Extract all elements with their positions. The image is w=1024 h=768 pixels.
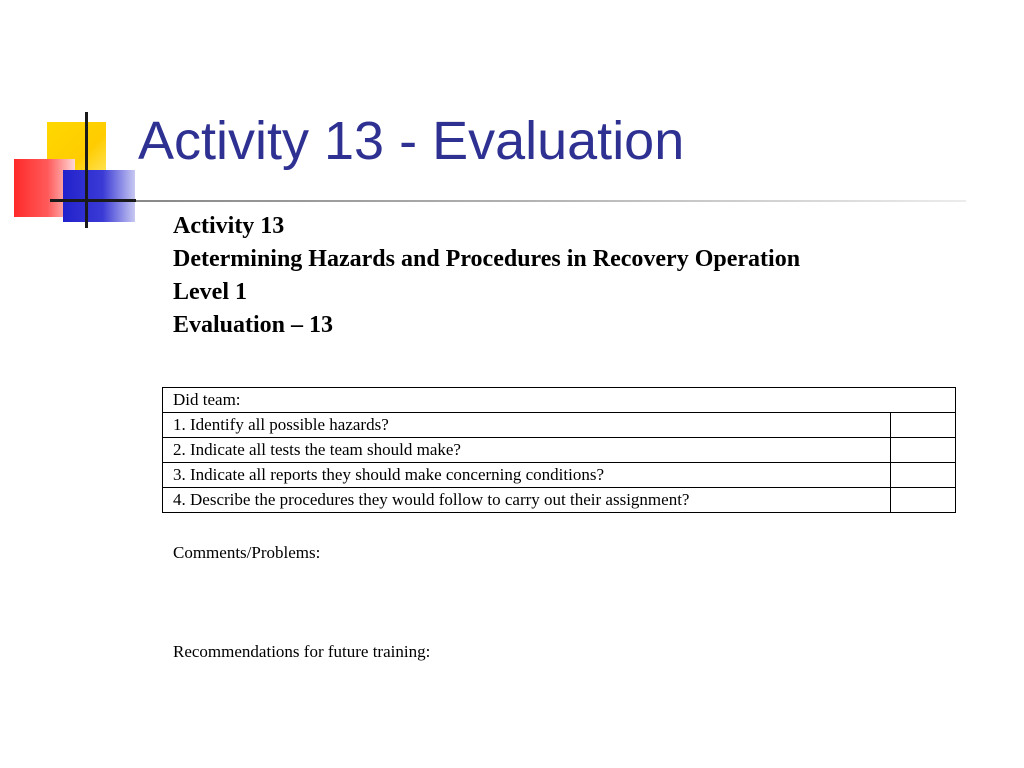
table-header-cell: Did team:: [163, 388, 956, 413]
heading-line-subject: Determining Hazards and Procedures in Recovery Operation: [173, 246, 801, 272]
evaluation-table: [162, 387, 956, 513]
question-cell: 2. Indicate all tests the team should make?: [163, 438, 891, 463]
answer-cell: [891, 438, 956, 463]
activity-heading: [173, 210, 800, 342]
slide-title: Activity 13 - Evaluation: [138, 111, 685, 171]
table-row: [163, 413, 956, 438]
table-row: [163, 463, 956, 488]
heading-line-evaluation: Evaluation – 13: [173, 312, 334, 338]
blue-square-decoration: [63, 170, 135, 222]
heading-line-activity: Activity 13: [173, 213, 285, 239]
answer-cell: [891, 413, 956, 438]
table-row: [163, 488, 956, 513]
answer-cell: [891, 463, 956, 488]
vertical-line-decoration: [85, 112, 88, 228]
comments-label: Comments/Problems:: [173, 543, 321, 562]
horizontal-line-decoration: [50, 199, 136, 202]
table-header-row: [163, 388, 956, 413]
question-cell: 4. Describe the procedures they would follow to carry out their assignment?: [163, 488, 891, 513]
table-row: [163, 438, 956, 463]
heading-line-level: Level 1: [173, 279, 247, 305]
recommendations-label: Recommendations for future training:: [173, 642, 431, 661]
question-cell: 3. Indicate all reports they should make concerning conditions?: [163, 463, 891, 488]
question-cell: 1. Identify all possible hazards?: [163, 413, 891, 438]
answer-cell: [891, 488, 956, 513]
title-underline: [136, 200, 966, 202]
slide-logo: [0, 0, 150, 240]
